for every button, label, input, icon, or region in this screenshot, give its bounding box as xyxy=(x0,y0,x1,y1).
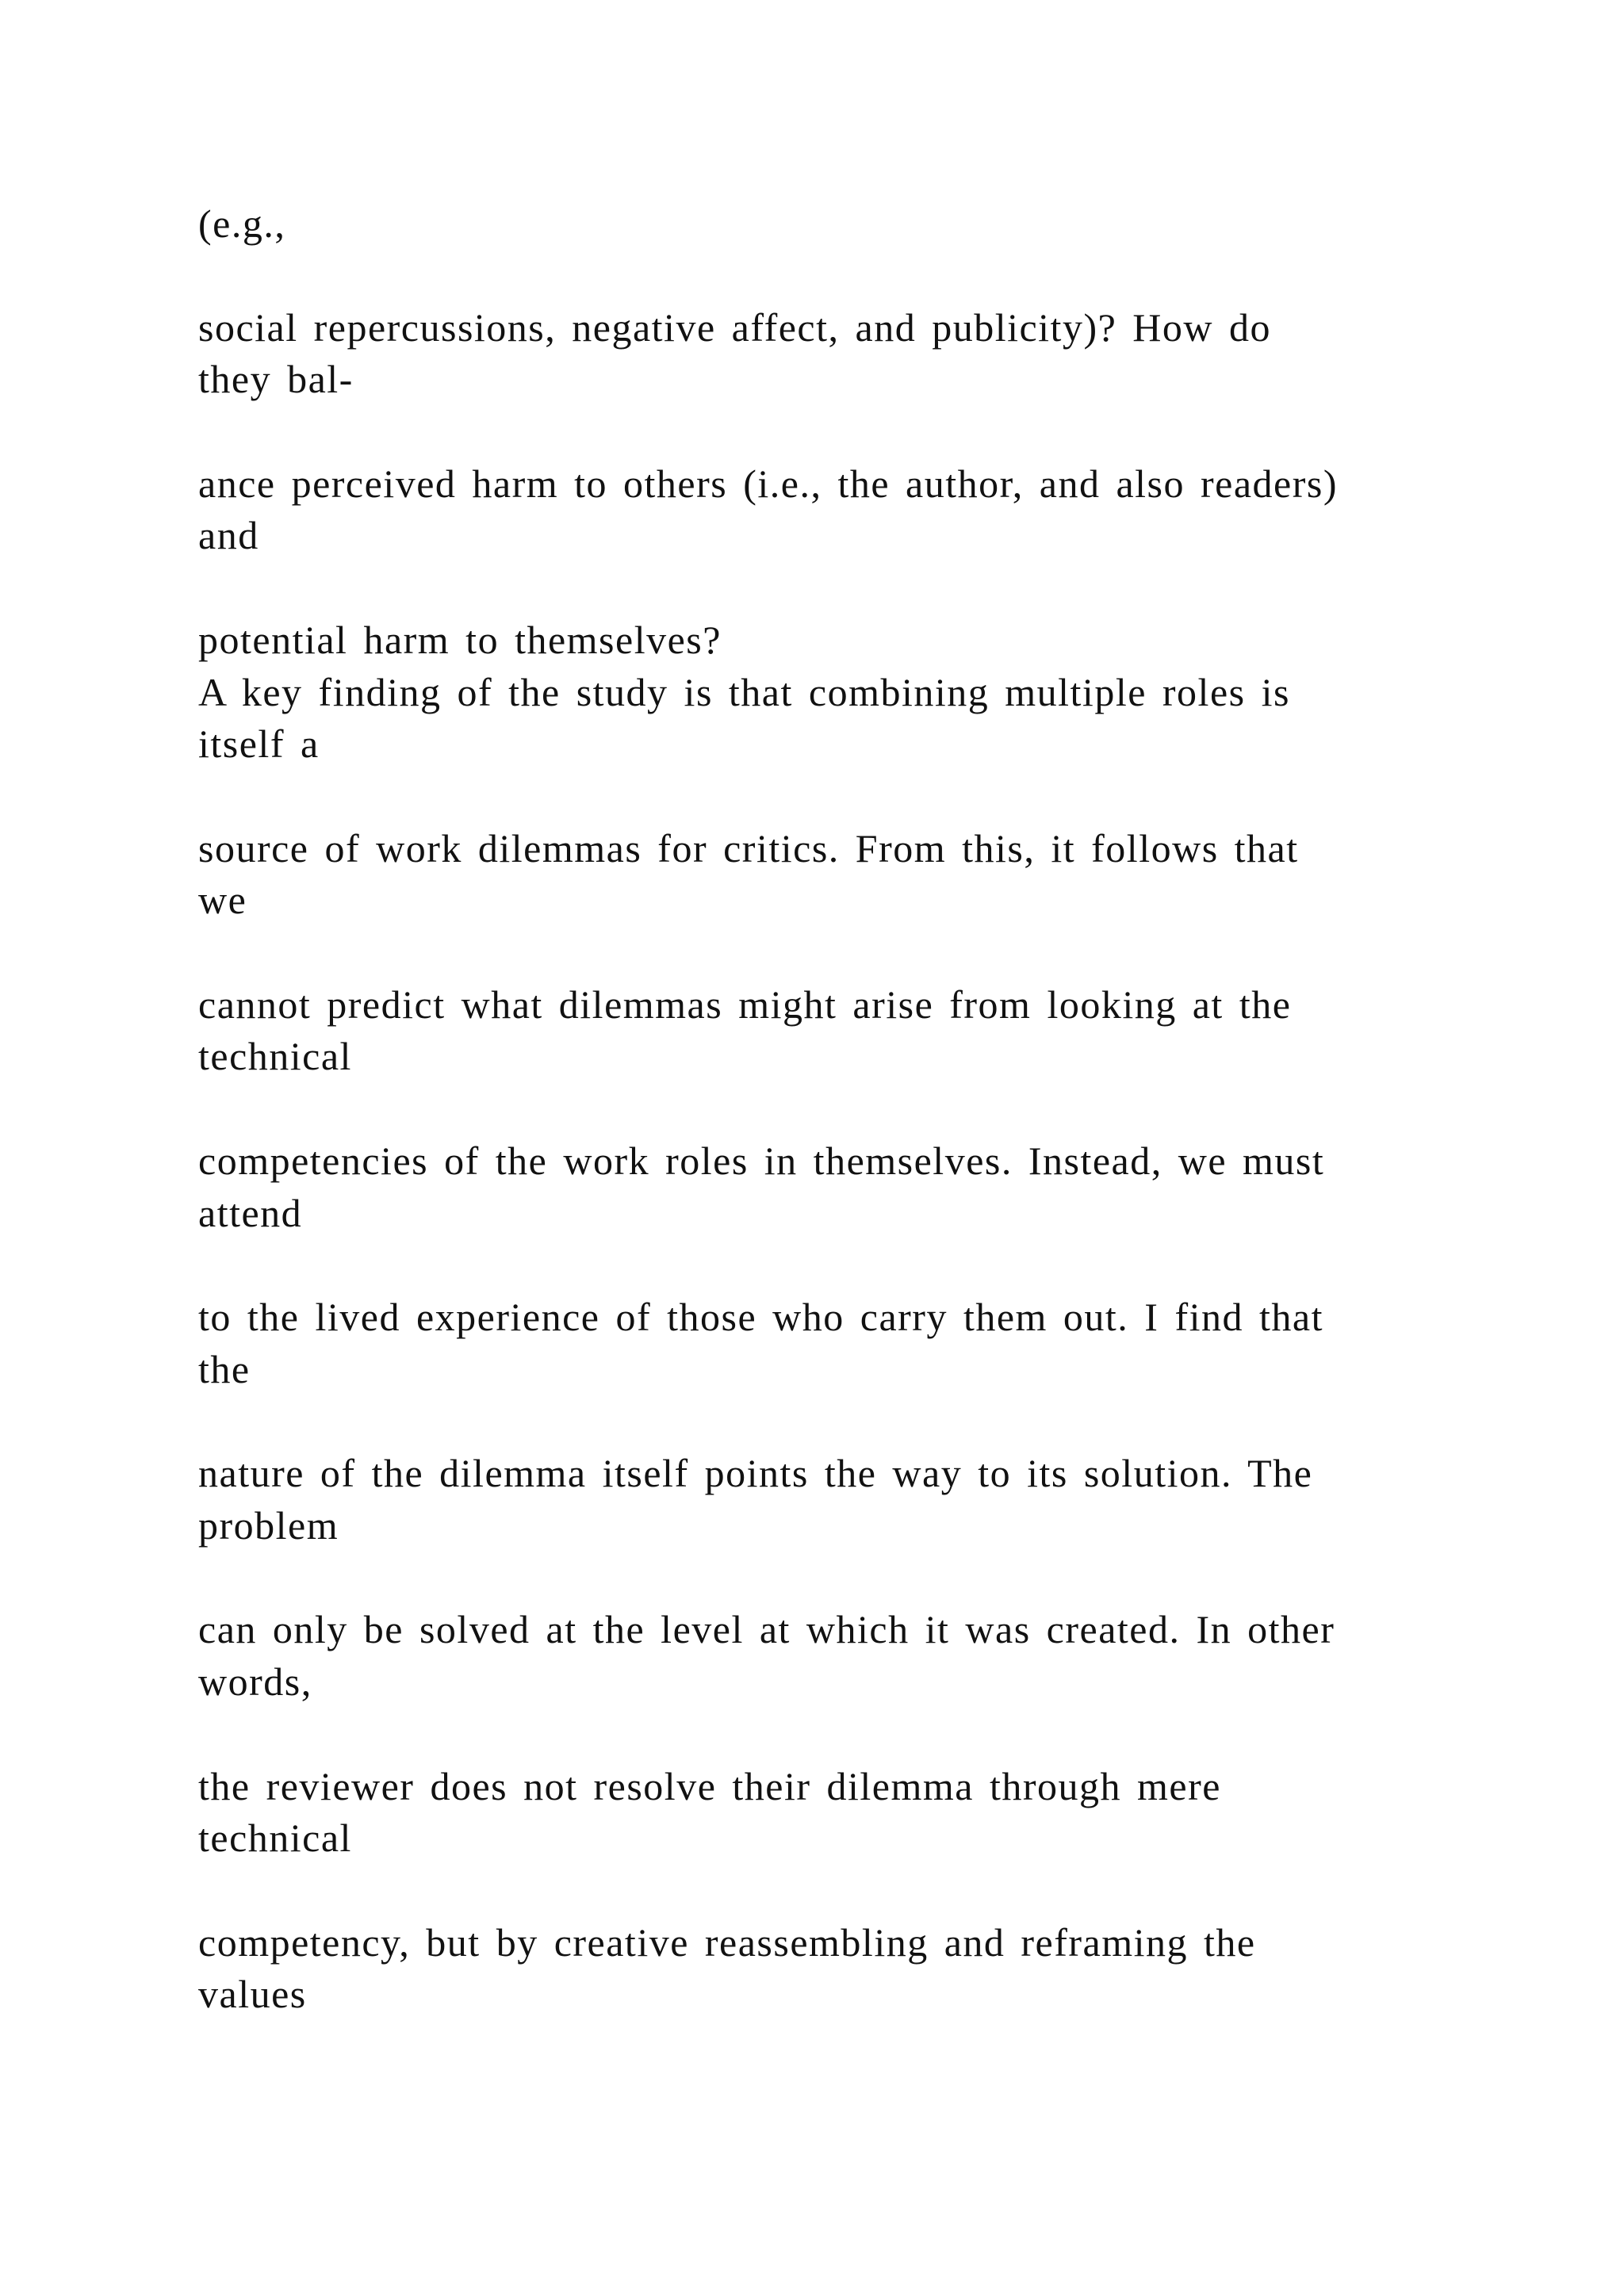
text-line: problem xyxy=(198,1503,339,1548)
text-line: A key finding of the study is that combining multiple roles is xyxy=(198,670,1290,714)
text-line: itself a xyxy=(198,721,320,766)
text-line: we xyxy=(198,878,247,922)
text-line: they bal- xyxy=(198,357,354,401)
text-line: to the lived experience of those who carry them out. I find that xyxy=(198,1295,1323,1339)
text-line: potential harm to themselves? xyxy=(198,618,722,662)
text-line: and xyxy=(198,513,259,557)
text-line: source of work dilemmas for critics. From this, it follows that xyxy=(198,826,1299,871)
text-line: competencies of the work roles in themselves. Instead, we must xyxy=(198,1138,1325,1183)
text-line: social repercussions, negative affect, and publicity)? How do xyxy=(198,305,1272,350)
text-line: values xyxy=(198,1972,307,2016)
text-line: ance perceived harm to others (i.e., the author, and also readers) xyxy=(198,461,1338,506)
text-line: can only be solved at the level at which it was created. In other xyxy=(198,1607,1335,1651)
text-line: the xyxy=(198,1347,251,1391)
text-line: words, xyxy=(198,1659,312,1704)
text-line: nature of the dilemma itself points the way to its solution. The xyxy=(198,1451,1313,1495)
text-line: the reviewer does not resolve their dilemma through mere xyxy=(198,1764,1221,1808)
text-line: technical xyxy=(198,1034,352,1078)
text-line: attend xyxy=(198,1191,303,1235)
text-line: technical xyxy=(198,1816,352,1860)
text-line: competency, but by creative reassembling and reframing the xyxy=(198,1920,1256,1965)
text-line: (e.g., xyxy=(198,201,286,246)
text-line: cannot predict what dilemmas might arise from looking at the xyxy=(198,982,1292,1027)
